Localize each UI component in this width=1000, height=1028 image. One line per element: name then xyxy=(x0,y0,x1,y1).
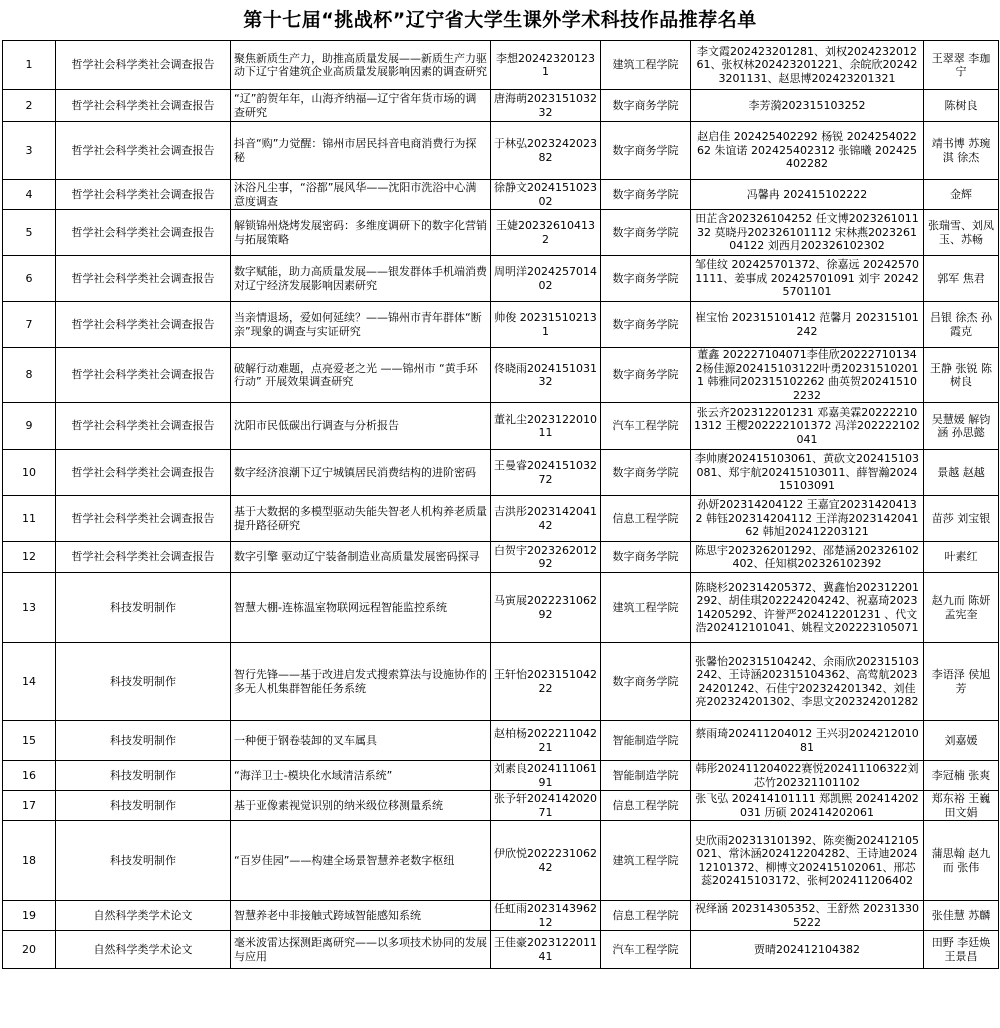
cell-category: 哲学社会科学类社会调查报告 xyxy=(56,180,231,210)
cell-advisors: 田野 李廷焕 王景昌 xyxy=(924,931,999,969)
cell-project: 沐浴凡尘事，“浴都”展风华——沈阳市洗浴中心满意度调查 xyxy=(231,180,491,210)
cell-college: 数字商务学院 xyxy=(601,180,691,210)
cell-number: 18 xyxy=(3,821,56,901)
cell-project: “百岁佳园”——构建全场景智慧养老数字枢纽 xyxy=(231,821,491,901)
cell-category: 哲学社会科学类社会调查报告 xyxy=(56,256,231,302)
cell-advisors: 赵九而 陈妍 孟宪奎 xyxy=(924,573,999,643)
cell-members: 孙妍202314204122 王嘉宜202314204132 韩钰202314204112 王洋海202314204162 韩旭202412203121 xyxy=(691,496,924,542)
cell-leader: 赵柏杨202221104221 xyxy=(491,721,601,761)
cell-college: 建筑工程学院 xyxy=(601,41,691,90)
cell-number: 11 xyxy=(3,496,56,542)
cell-members: 邹佳纹 202425701372、徐嘉远 202425701111、姜事成 202425701091 刘宇 202425701101 xyxy=(691,256,924,302)
table-row xyxy=(3,496,999,542)
cell-leader: 于林弘202324202382 xyxy=(491,122,601,180)
cell-project: 毫米波雷达探测距离研究——以多项技术协同的发展与应用 xyxy=(231,931,491,969)
cell-number: 2 xyxy=(3,90,56,122)
cell-category: 科技发明制作 xyxy=(56,821,231,901)
cell-number: 3 xyxy=(3,122,56,180)
cell-advisors: 王静 张锐 陈树良 xyxy=(924,348,999,403)
cell-college: 信息工程学院 xyxy=(601,901,691,931)
cell-college: 建筑工程学院 xyxy=(601,821,691,901)
cell-project: 基于大数据的多模型驱动失能失智老人机构养老质量提升路径研究 xyxy=(231,496,491,542)
cell-number: 20 xyxy=(3,931,56,969)
cell-members: 李芳漪202315103252 xyxy=(691,90,924,122)
table-row xyxy=(3,90,999,122)
table-row xyxy=(3,791,999,821)
cell-category: 科技发明制作 xyxy=(56,791,231,821)
cell-members: 董鑫 202227104071李佳欣202227101342杨佳源202415103122叶勇202315102011 韩雅同202315102262 曲英贺202415102232 xyxy=(691,348,924,403)
cell-college: 汽车工程学院 xyxy=(601,403,691,450)
cell-advisors: 苗莎 刘宝银 xyxy=(924,496,999,542)
cell-leader: 张予轩202414202071 xyxy=(491,791,601,821)
cell-category: 自然科学类学术论文 xyxy=(56,901,231,931)
cell-category: 哲学社会科学类社会调查报告 xyxy=(56,210,231,256)
cell-college: 数字商务学院 xyxy=(601,643,691,721)
cell-members: 韩彤202411204022赛悦202411106322刘芯竹202321101102 xyxy=(691,761,924,791)
cell-leader: 白贺宇202326201292 xyxy=(491,542,601,573)
cell-leader: 刘素良202411106191 xyxy=(491,761,601,791)
cell-number: 12 xyxy=(3,542,56,573)
cell-leader: 任虹雨202314396212 xyxy=(491,901,601,931)
page-title: 第十七届“挑战杯”辽宁省大学生课外学术科技作品推荐名单 xyxy=(243,9,757,31)
cell-members: 贾晴202412104382 xyxy=(691,931,924,969)
cell-members: 田芷含202326104252 任文博202326101132 莫晓丹202326101112 宋林燕202326104122 刘西月202326102302 xyxy=(691,210,924,256)
cell-members: 祝绎涵 202314305352、王舒然 202313305222 xyxy=(691,901,924,931)
cell-members: 史欣雨202313101392、陈奕衡202412105021、常沐涵202412204282、王诗迪202412101372、柳博文202415102061、邢芯蕊202415103172、张柯202411206402 xyxy=(691,821,924,901)
table-row xyxy=(3,348,999,403)
cell-college: 建筑工程学院 xyxy=(601,573,691,643)
cell-advisors: 张佳慧 苏麟 xyxy=(924,901,999,931)
cell-number: 10 xyxy=(3,450,56,496)
cell-number: 16 xyxy=(3,761,56,791)
cell-project: 破解行动难题，点亮爱老之光 ——锦州市 “黄手环行动” 开展效果调查研究 xyxy=(231,348,491,403)
cell-project: 智慧大棚-连栋温室物联网远程智能监控系统 xyxy=(231,573,491,643)
cell-advisors: 蒲思翰 赵九而 张伟 xyxy=(924,821,999,901)
cell-advisors: 金辉 xyxy=(924,180,999,210)
cell-leader: 吉洪彤202314204142 xyxy=(491,496,601,542)
cell-advisors: 叶素红 xyxy=(924,542,999,573)
cell-members: 蔡雨琦202411204012 王兴羽202421201081 xyxy=(691,721,924,761)
cell-project: 沈阳市民低碳出行调查与分析报告 xyxy=(231,403,491,450)
cell-college: 数字商务学院 xyxy=(601,90,691,122)
cell-category: 哲学社会科学类社会调查报告 xyxy=(56,122,231,180)
cell-number: 17 xyxy=(3,791,56,821)
cell-category: 自然科学类学术论文 xyxy=(56,931,231,969)
cell-project: 一种便于钢卷装卸的叉车属具 xyxy=(231,721,491,761)
table-row xyxy=(3,41,999,90)
table-row xyxy=(3,821,999,901)
cell-category: 哲学社会科学类社会调查报告 xyxy=(56,302,231,348)
cell-leader: 王曼睿202415103272 xyxy=(491,450,601,496)
cell-advisors: 陈树良 xyxy=(924,90,999,122)
cell-category: 哲学社会科学类社会调查报告 xyxy=(56,450,231,496)
cell-college: 数字商务学院 xyxy=(601,302,691,348)
table-row xyxy=(3,542,999,573)
table-row xyxy=(3,901,999,931)
cell-college: 智能制造学院 xyxy=(601,721,691,761)
cell-number: 5 xyxy=(3,210,56,256)
table-row xyxy=(3,403,999,450)
cell-members: 陈晓杉202314205372、冀鑫怡202312201292、胡佳琪202224204242、祝嘉琦202314205292、许誉严202412201231 、代文浩202412101041、姚程文202223105071 xyxy=(691,573,924,643)
table-row xyxy=(3,721,999,761)
table-row xyxy=(3,450,999,496)
cell-number: 7 xyxy=(3,302,56,348)
cell-number: 14 xyxy=(3,643,56,721)
cell-leader: 李想202423201231 xyxy=(491,41,601,90)
cell-project: 数字赋能，助力高质量发展——银发群体手机端消费对辽宁经济发展影响因素研究 xyxy=(231,256,491,302)
cell-college: 数字商务学院 xyxy=(601,210,691,256)
cell-members: 李文霞202423201281、刘权202423201261、张权林202423201221、余皖欣202423201131、赵思博202423201321 xyxy=(691,41,924,90)
table-row xyxy=(3,573,999,643)
cell-leader: 王轩怡202315104222 xyxy=(491,643,601,721)
cell-project: “海洋卫士-模块化水域清洁系统” xyxy=(231,761,491,791)
cell-advisors: 景越 赵越 xyxy=(924,450,999,496)
table-row xyxy=(3,180,999,210)
cell-college: 智能制造学院 xyxy=(601,761,691,791)
table-row xyxy=(3,931,999,969)
cell-college: 数字商务学院 xyxy=(601,542,691,573)
cell-college: 数字商务学院 xyxy=(601,348,691,403)
cell-number: 9 xyxy=(3,403,56,450)
cell-leader: 唐海萌202315103232 xyxy=(491,90,601,122)
cell-project: 智行先锋——基于改进启发式搜索算法与设施协作的多无人机集群智能任务系统 xyxy=(231,643,491,721)
table-row xyxy=(3,210,999,256)
cell-number: 1 xyxy=(3,41,56,90)
cell-number: 13 xyxy=(3,573,56,643)
cell-project: 基于亚像素视觉识别的纳米级位移测量系统 xyxy=(231,791,491,821)
table-row xyxy=(3,256,999,302)
cell-advisors: 李冠楠 张爽 xyxy=(924,761,999,791)
cell-advisors: 李语泽 侯旭芳 xyxy=(924,643,999,721)
cell-college: 汽车工程学院 xyxy=(601,931,691,969)
cell-members: 李帅赓202415103061、黄砍文202415103081、郑宇航202415103011、薛智瀚202415103091 xyxy=(691,450,924,496)
cell-project: 数字经济浪潮下辽宁城镇居民消费结构的进阶密码 xyxy=(231,450,491,496)
cell-number: 15 xyxy=(3,721,56,761)
cell-advisors: 靖书博 苏琬淇 徐杰 xyxy=(924,122,999,180)
cell-category: 哲学社会科学类社会调查报告 xyxy=(56,90,231,122)
cell-advisors: 郭军 焦君 xyxy=(924,256,999,302)
cell-category: 哲学社会科学类社会调查报告 xyxy=(56,348,231,403)
table-row xyxy=(3,302,999,348)
cell-members: 崔宝怡 202315101412 范馨月 202315101242 xyxy=(691,302,924,348)
cell-project: 数字引擎 驱动辽宁装备制造业高质量发展密码探寻 xyxy=(231,542,491,573)
cell-college: 信息工程学院 xyxy=(601,791,691,821)
cell-leader: 佟晓雨202415103132 xyxy=(491,348,601,403)
cell-college: 信息工程学院 xyxy=(601,496,691,542)
table-row xyxy=(3,643,999,721)
cell-number: 4 xyxy=(3,180,56,210)
cell-members: 赵启佳 202425402292 杨锐 202425402262 朱谊诺 202425402312 张锦曦 202425402282 xyxy=(691,122,924,180)
table-row xyxy=(3,122,999,180)
cell-advisors: 刘嘉媛 xyxy=(924,721,999,761)
cell-project: 当亲情退场，爱如何延续？——锦州市青年群体“断亲”现象的调查与实证研究 xyxy=(231,302,491,348)
cell-advisors: 吕银 徐杰 孙霞克 xyxy=(924,302,999,348)
cell-members: 陈思宇202326201292、邵楚涵202326102402、任知棋202326102392 xyxy=(691,542,924,573)
cell-project: 解锁锦州烧烤发展密码：多维度调研下的数字化营销与拓展策略 xyxy=(231,210,491,256)
cell-college: 数字商务学院 xyxy=(601,122,691,180)
cell-members: 张馨怡202315104242、余雨欣202315103242、王诗涵202315104362、高莺航202324201242、石佳宁202324201342、刘佳亮202324201302、李思文202324201282 xyxy=(691,643,924,721)
cell-leader: 周明洋202425701402 xyxy=(491,256,601,302)
cell-number: 19 xyxy=(3,901,56,931)
cell-leader: 伊欣悦202223106242 xyxy=(491,821,601,901)
cell-number: 8 xyxy=(3,348,56,403)
recommendation-table xyxy=(2,40,999,969)
cell-advisors: 吴慧媛 解钧涵 孙思懿 xyxy=(924,403,999,450)
table-row xyxy=(3,761,999,791)
cell-advisors: 张瑞雪、刘凤玉、苏畅 xyxy=(924,210,999,256)
cell-leader: 马寅展202223106292 xyxy=(491,573,601,643)
cell-category: 科技发明制作 xyxy=(56,761,231,791)
cell-college: 数字商务学院 xyxy=(601,256,691,302)
cell-project: 智慧养老中非接触式跨域智能感知系统 xyxy=(231,901,491,931)
cell-category: 科技发明制作 xyxy=(56,573,231,643)
cell-advisors: 王翠翠 李珈宁 xyxy=(924,41,999,90)
cell-project: “辽”韵贺年年，山海齐纳福—辽宁省年货市场的调查研究 xyxy=(231,90,491,122)
cell-project: 抖音“购”力觉醒：锦州市居民抖音电商消费行为探秘 xyxy=(231,122,491,180)
cell-leader: 王佳豪202312201141 xyxy=(491,931,601,969)
cell-project: 聚焦新质生产力，助推高质量发展——新质生产力驱动下辽宁省建筑企业高质量发展影响因素的调查研究 xyxy=(231,41,491,90)
cell-advisors: 郑东裕 王巍 田文娟 xyxy=(924,791,999,821)
cell-members: 冯馨冉 202415102222 xyxy=(691,180,924,210)
cell-category: 哲学社会科学类社会调查报告 xyxy=(56,41,231,90)
cell-category: 哲学社会科学类社会调查报告 xyxy=(56,403,231,450)
cell-category: 哲学社会科学类社会调查报告 xyxy=(56,496,231,542)
cell-number: 6 xyxy=(3,256,56,302)
cell-leader: 王婕202326104132 xyxy=(491,210,601,256)
cell-category: 哲学社会科学类社会调查报告 xyxy=(56,542,231,573)
cell-leader: 徐静文202415102302 xyxy=(491,180,601,210)
cell-members: 张云齐202312201231 邓嘉美霖202222101312 王樱202222101372 冯洋202222102041 xyxy=(691,403,924,450)
cell-category: 科技发明制作 xyxy=(56,721,231,761)
cell-leader: 董礼尘202312201011 xyxy=(491,403,601,450)
cell-members: 张飞弘 202414101111 郑凯熙 202414202031 历硕 202414202061 xyxy=(691,791,924,821)
cell-leader: 帅俊 202315102131 xyxy=(491,302,601,348)
cell-college: 数字商务学院 xyxy=(601,450,691,496)
cell-category: 科技发明制作 xyxy=(56,643,231,721)
